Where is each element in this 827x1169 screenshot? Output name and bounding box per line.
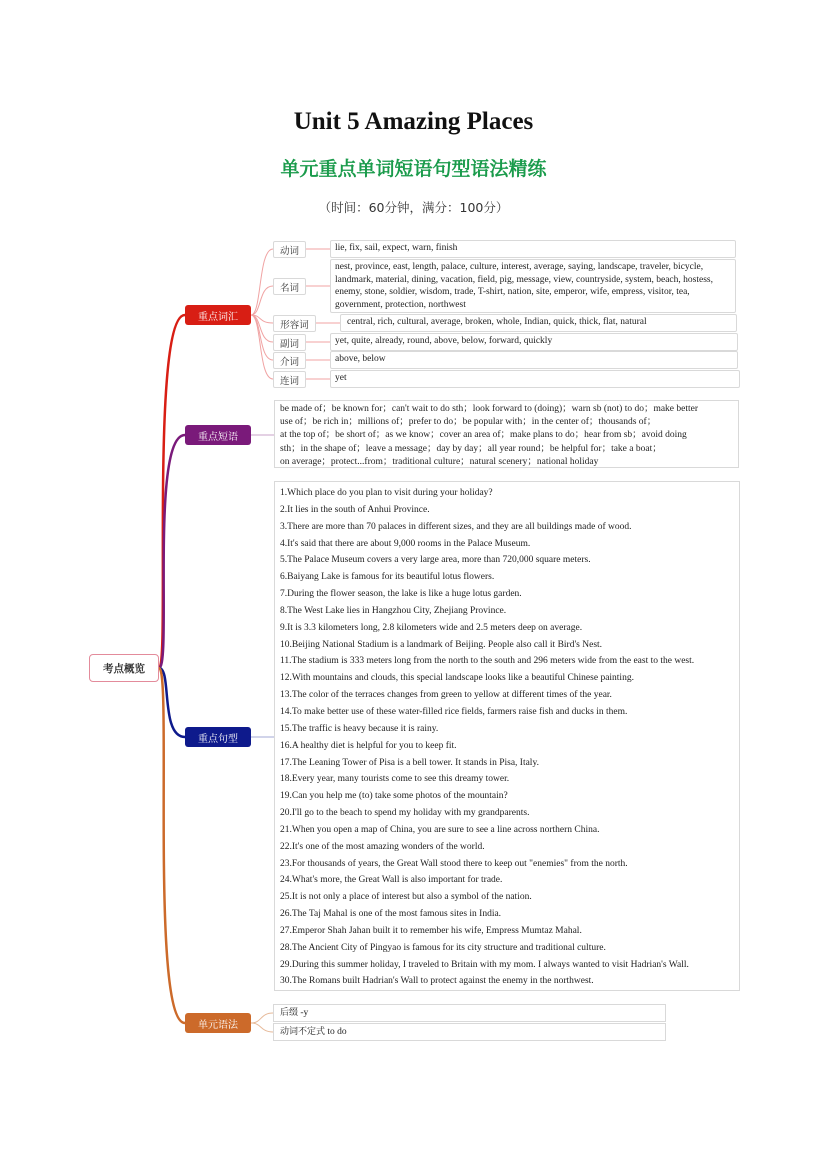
- sentence-item: 29.During this summer holiday, I traveled to Britain with my mom. I always wanted to visit Hadrian's Wall.: [280, 959, 689, 970]
- category-conjunctions: 连词: [273, 371, 306, 388]
- category-adverbs: 副词: [273, 334, 306, 351]
- grammar-item-suffix: [273, 1004, 666, 1022]
- sentence-item: 17.The Leaning Tower of Pisa is a bell tower. It stands in Pisa, Italy.: [280, 757, 539, 768]
- sentence-item: 7.During the flower season, the lake is like a huge lotus garden.: [280, 589, 522, 600]
- phrase-line: on average；protect...from；traditional culture；natural scenery；national holiday: [280, 456, 599, 467]
- grammar-item-cn: 动词不定式: [280, 1027, 326, 1037]
- branch-vocabulary: 重点词汇: [185, 305, 251, 325]
- sentence-item: 12.With mountains and clouds, this special landscape looks like a beautiful Chinese painting.: [280, 673, 634, 684]
- category-prepositions: 介词: [273, 352, 306, 369]
- phrase-line: be made of；be known for；can't wait to do sth；look forward to (doing)；warn sb (not) to do；make better: [280, 404, 699, 414]
- sentence-item: 10.Beijing National Stadium is a landmark of Beijing. People also call it Bird's Nest.: [280, 639, 603, 650]
- sentence-item: 27.Emperor Shah Jahan built it to remember his wife, Empress Mumtaz Mahal.: [280, 925, 582, 936]
- branch-phrases: 重点短语: [185, 425, 251, 445]
- sentence-item: 22.It's one of the most amazing wonders of the world.: [280, 841, 485, 852]
- sentence-item: 8.The West Lake lies in Hangzhou City, Zhejiang Province.: [280, 605, 507, 616]
- vocab-verbs: lie, fix, sail, expect, warn, finish: [330, 240, 736, 258]
- branch-sentences: 重点句型: [185, 727, 251, 747]
- category-adjectives: 形容词: [273, 315, 316, 332]
- vocab-adjectives: central, rich, cultural, average, broken, whole, Indian, quick, thick, flat, natural: [340, 314, 737, 332]
- sentence-item: 1.Which place do you plan to visit during your holiday?: [280, 488, 493, 498]
- grammar-item-en: to do: [327, 1027, 347, 1037]
- sentence-item: 6.Baiyang Lake is famous for its beautiful lotus flowers.: [280, 572, 495, 583]
- sentence-item: 11.The stadium is 333 meters long from the north to the south and 296 meters wide from the east to the west.: [280, 656, 695, 667]
- sentence-item: 21.When you open a map of China, you are sure to see a line across northern China.: [280, 824, 600, 835]
- category-verbs: 动词: [273, 241, 306, 258]
- phrase-line: sth；in the shape of；leave a message；day by day；all year round；be helpful for；take a boat；: [280, 443, 662, 454]
- time-info: （时间：60分钟，满分：100分）: [318, 200, 509, 215]
- category-nouns: 名词: [273, 278, 306, 295]
- sentence-item: 26.The Taj Mahal is one of the most famous sites in India.: [280, 909, 502, 920]
- sentence-item: 5.The Palace Museum covers a very large area, more than 720,000 square meters.: [280, 555, 591, 566]
- grammar-item-en: -y: [300, 1008, 309, 1018]
- sentence-item: 16.A healthy diet is helpful for you to keep fit.: [280, 740, 457, 751]
- sentence-item: 30.The Romans built Hadrian's Wall to protect against the enemy in the northwest.: [280, 976, 594, 987]
- sentence-item: 4.It's said that there are about 9,000 rooms in the Palace Museum.: [280, 538, 531, 549]
- sentence-item: 20.I'll go to the beach to spend my holiday with my grandparents.: [280, 808, 530, 819]
- phrase-line: at the top of；be short of；as we know；cover an area of；make plans to do；hear from sb；avoid doing: [280, 430, 687, 441]
- sentence-item: 24.What's more, the Great Wall is also important for trade.: [280, 875, 503, 886]
- grammar-item-infinitive: [273, 1023, 666, 1041]
- page-title: Unit 5 Amazing Places: [293, 108, 534, 135]
- vocab-nouns: nest, province, east, length, palace, culture, interest, average, saying, landscape, traveler, bicycle, landmark, material, dining, vacation, field, pig, message, view, countryside, system, beach, hostess, enemy, stone, soldier, wisdom, trade, T-shirt, nation, site, emperor, wife, empress, visitor, tea, government, protection, northwest: [330, 259, 736, 313]
- sentence-item: 13.The color of the terraces changes from green to yellow at different times of the year.: [280, 690, 612, 701]
- sentence-item: 23.For thousands of years, the Great Wall stood there to keep out "enemies" from the north.: [280, 858, 628, 869]
- sentence-item: 3.There are more than 70 palaces in different sizes, and they are all buildings made of wood.: [280, 521, 632, 532]
- sentence-item: 28.The Ancient City of Pingyao is famous for its city structure and traditional culture.: [280, 942, 606, 953]
- sentence-item: 18.Every year, many tourists come to see this dreamy tower.: [280, 774, 510, 785]
- page-subtitle: 单元重点单词短语句型语法精练: [280, 158, 547, 180]
- sentence-item: 15.The traffic is heavy because it is rainy.: [280, 723, 439, 734]
- mindmap-root: 考点概览: [89, 654, 159, 682]
- grammar-item-cn: 后缀: [280, 1008, 299, 1018]
- sentence-item: 9.It is 3.3 kilometers long, 2.8 kilometers wide and 2.5 meters deep on average.: [280, 622, 583, 633]
- vocab-conjunctions: yet: [330, 370, 740, 388]
- sentence-item: 14.To make better use of these water-filled rice fields, farmers raise fish and ducks in them.: [280, 706, 628, 717]
- vocab-adverbs: yet, quite, already, round, above, below, forward, quickly: [330, 333, 738, 351]
- phrase-line: use of；be rich in；millions of；prefer to do；be popular with；in the center of；thousands of；: [280, 417, 657, 428]
- branch-grammar: 单元语法: [185, 1013, 251, 1033]
- sentences-box: [274, 481, 740, 991]
- sentence-item: 2.It lies in the south of Anhui Province.: [280, 504, 430, 515]
- vocab-prepositions: above, below: [330, 351, 738, 369]
- phrases-box: [274, 400, 739, 468]
- sentence-item: 19.Can you help me (to) take some photos of the mountain?: [280, 791, 508, 802]
- sentence-item: 25.It is not only a place of interest but also a symbol of the nation.: [280, 892, 532, 903]
